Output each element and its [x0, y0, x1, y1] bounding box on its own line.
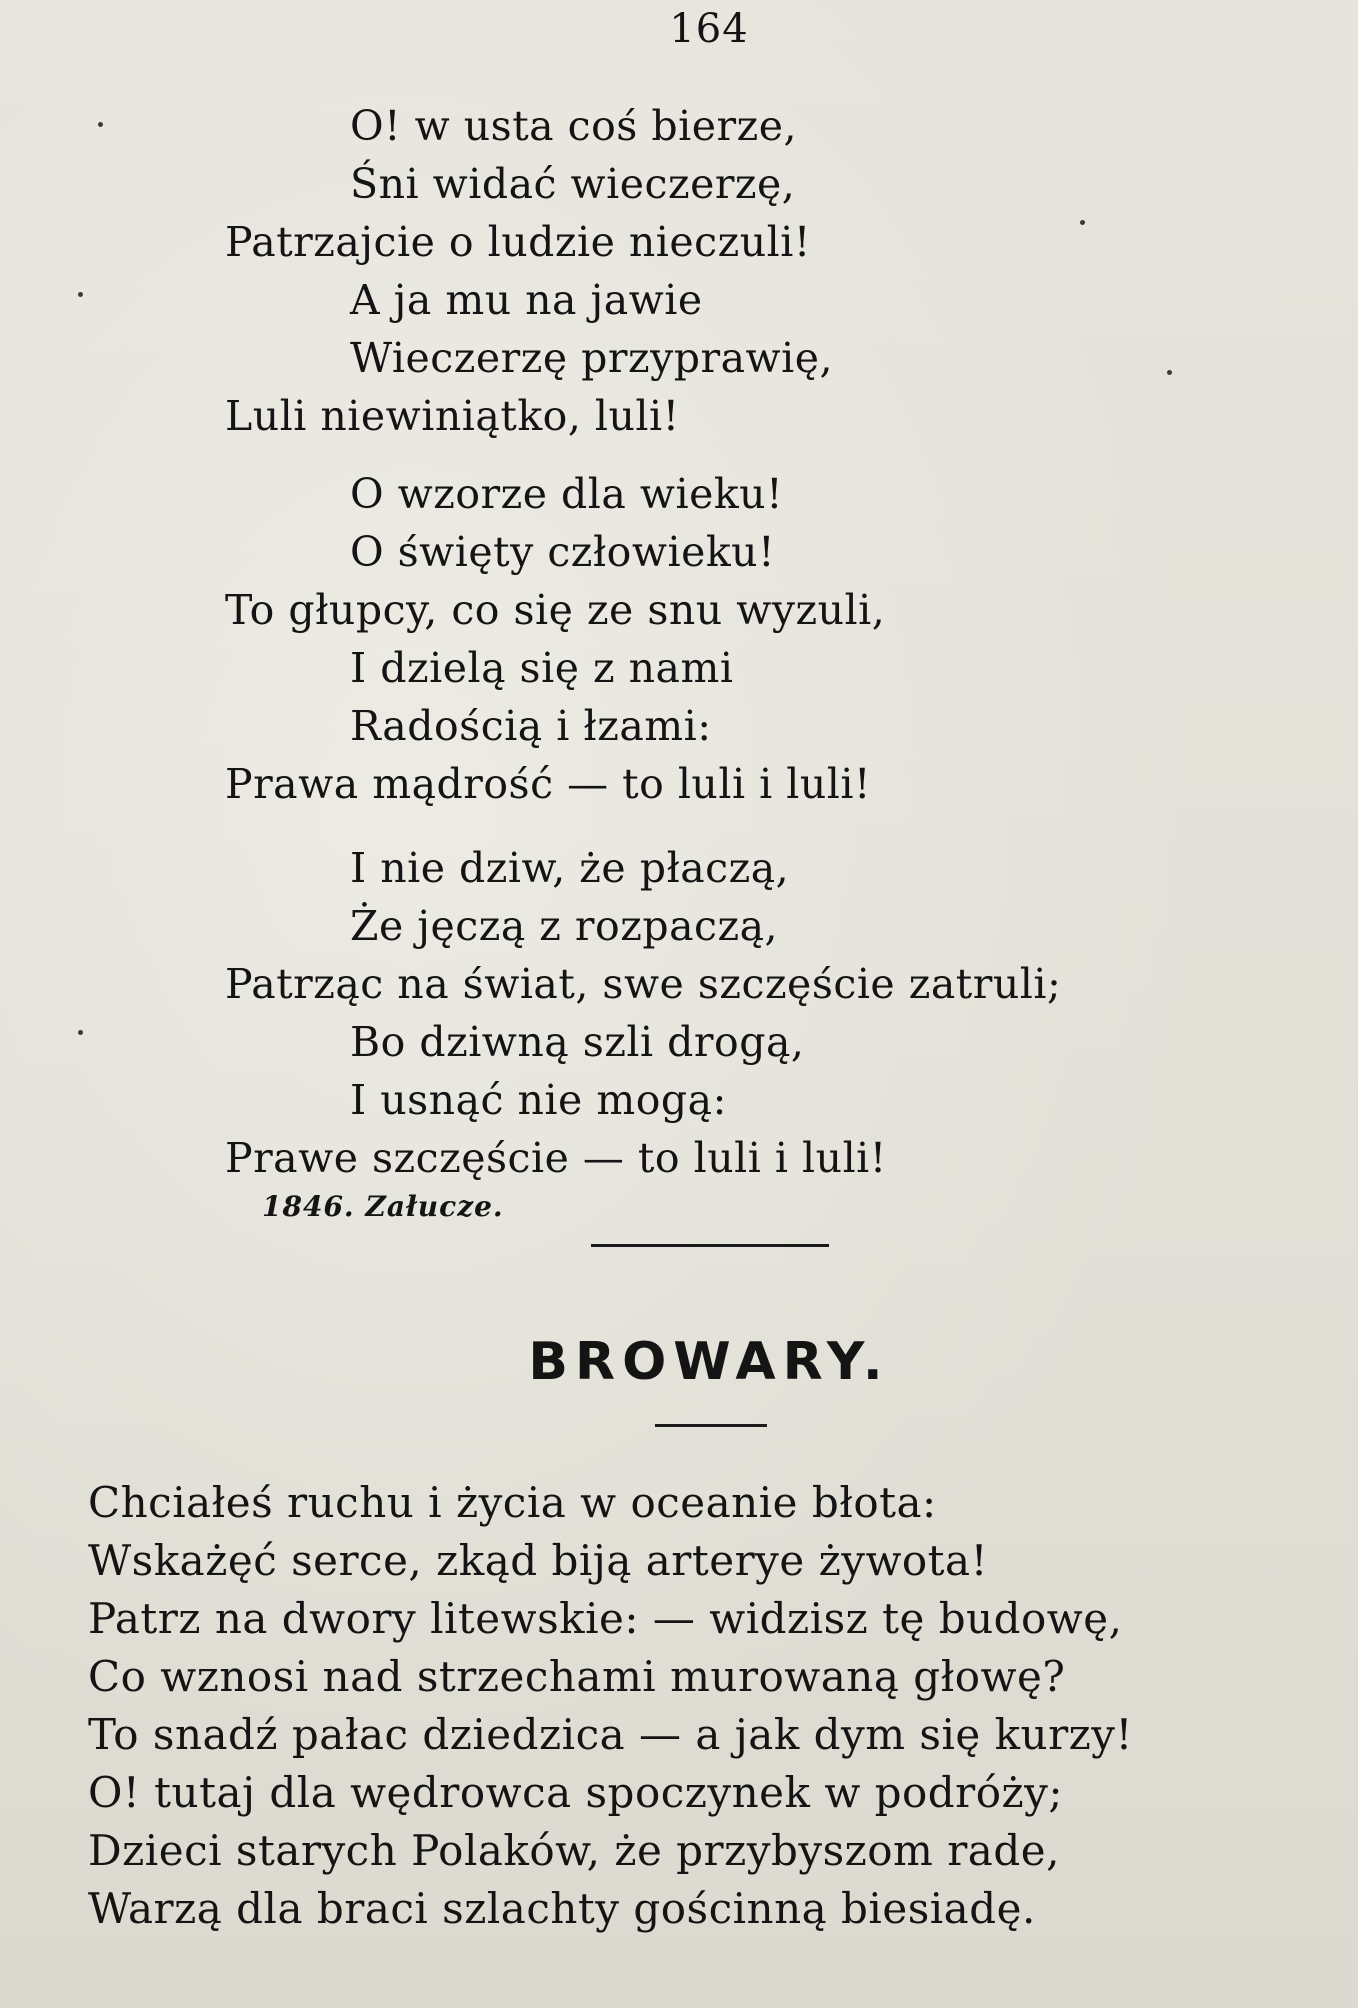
poem-line: Chciałeś ruchu i życia w oceanie błota: — [88, 1478, 937, 1527]
stanza-line: Patrzajcie o ludzie nieczuli! — [225, 218, 811, 266]
stanza-line: Radością i łzami: — [350, 702, 712, 750]
stanza-line: O wzorze dla wieku! — [350, 470, 784, 518]
stanza-line: I dzielą się z nami — [350, 644, 734, 692]
paper-speck — [1167, 370, 1172, 375]
poem-line: To snadź pałac dziedzica — a jak dym się kurzy! — [88, 1710, 1133, 1759]
title-underline — [655, 1424, 767, 1427]
section-divider — [591, 1244, 829, 1247]
poem-line: O! tutaj dla wędrowca spoczynek w podróży; — [88, 1768, 1064, 1817]
date-place-signature: 1846. Załucze. — [262, 1190, 504, 1223]
paper-speck — [78, 1030, 83, 1035]
paper-speck — [1080, 220, 1085, 225]
poem-line: Patrz na dwory litewskie: — widzisz tę budowę, — [88, 1594, 1123, 1643]
poem-line: Wskażęć serce, zkąd biją arterye żywota! — [88, 1536, 988, 1585]
stanza-line: O! w usta coś bierze, — [350, 102, 797, 150]
stanza-line: Że jęczą z rozpaczą, — [350, 902, 779, 950]
poem-line: Warzą dla braci szlachty gościnną biesiadę. — [88, 1884, 1036, 1933]
stanza-line: Bo dziwną szli drogą, — [350, 1018, 805, 1066]
paper-speck — [78, 292, 83, 297]
stanza-line: Prawe szczęście — to luli i luli! — [225, 1134, 887, 1182]
stanza-line: O święty człowieku! — [350, 528, 776, 576]
page-number: 164 — [669, 6, 749, 52]
stanza-line: Patrząc na świat, swe szczęście zatruli; — [225, 960, 1062, 1008]
poem-line: Co wznosi nad strzechami murowaną głowę? — [88, 1652, 1066, 1701]
section-title: BROWARY. — [528, 1332, 890, 1392]
stanza-line: A ja mu na jawie — [350, 276, 703, 324]
paper-speck — [98, 122, 103, 127]
poem-line: Dzieci starych Polaków, że przybyszom rade, — [88, 1826, 1060, 1875]
stanza-line: Śni widać wieczerzę, — [350, 160, 796, 208]
stanza-line: Wieczerzę przyprawię, — [350, 334, 834, 382]
stanza-line: To głupcy, co się ze snu wyzuli, — [225, 586, 886, 634]
stanza-line: I usnąć nie mogą: — [350, 1076, 727, 1124]
stanza-line: Luli niewiniątko, luli! — [225, 392, 680, 440]
stanza-line: Prawa mądrość — to luli i luli! — [225, 760, 871, 808]
stanza-line: I nie dziw, że płaczą, — [350, 844, 790, 892]
